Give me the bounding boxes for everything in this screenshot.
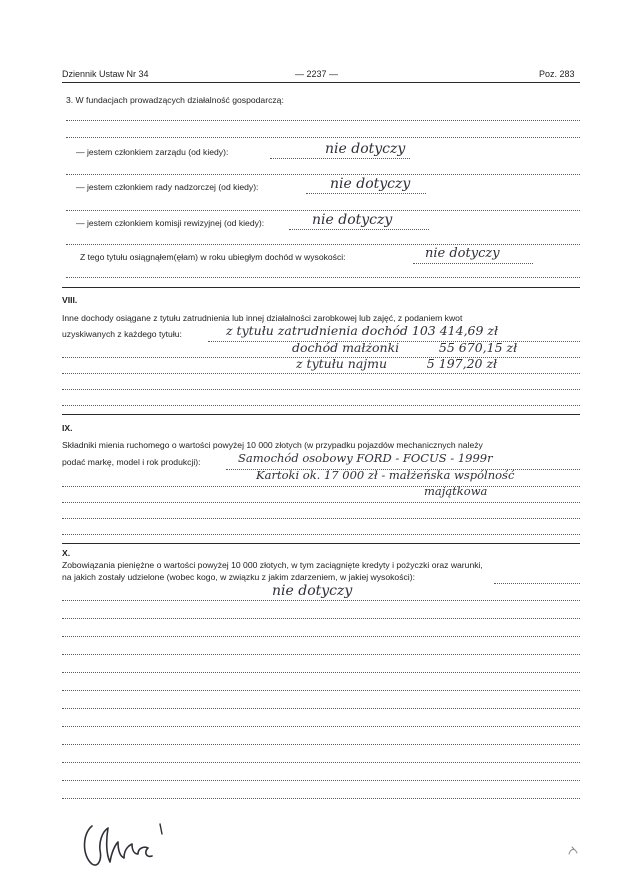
section-8-text-2: uzyskiwanych z każdego tytułu: (62, 329, 182, 339)
board-label: — jestem członkiem zarządu (od kiedy): (76, 147, 229, 157)
income-value: nie dotyczy (425, 246, 500, 261)
section-9-text-1: Składniki mienia ruchomego o wartości powyżej 10 000 złotych (w przypadku pojazdów mechanicznych należy (62, 440, 483, 450)
position-number: Poz. 283 (539, 69, 575, 79)
blank-line (62, 780, 580, 781)
board-value: nie dotyczy (325, 141, 406, 157)
blank-line (62, 726, 580, 727)
blank-line (62, 744, 580, 745)
section-8-text-1: Inne dochody osiągane z tytułu zatrudnienia lub innej działalności zarobkowej lub zajęć, z podaniem kwot (62, 313, 463, 323)
fill-line (62, 486, 580, 487)
blank-line (62, 518, 580, 519)
audit-label: — jestem członkiem komisji rewizyjnej (od kiedy): (76, 218, 265, 228)
signature (78, 820, 168, 872)
fill-line (413, 263, 533, 264)
supervisory-value: nie dotyczy (330, 176, 411, 192)
blank-line (66, 174, 580, 175)
blank-line (62, 654, 580, 655)
section-8-number: VIII. (62, 295, 78, 305)
section-10-text-1: Zobowiązania pieniężne o wartości powyżej 10 000 złotych, w tym zaciągnięte kredyty i pożyczki oraz warunki, (62, 560, 483, 570)
blank-line (62, 762, 580, 763)
income-entry-2: dochód małżonki 55 670,15 zł (292, 340, 518, 355)
blank-line (62, 405, 580, 406)
journal-title: Dziennik Ustaw Nr 34 (62, 69, 149, 79)
blank-line (62, 798, 580, 799)
income-entry-1: z tytułu zatrudnienia dochód 103 414,69 zł (226, 323, 499, 338)
fill-line (270, 158, 410, 159)
foundations-heading: 3. W fundacjach prowadzących działalność gospodarczą: (66, 95, 284, 105)
section-rule (62, 287, 580, 288)
blank-line (62, 618, 580, 619)
blank-line (66, 244, 580, 245)
supervisory-label: — jestem członkiem rady nadzorczej (od kiedy): (76, 182, 259, 192)
blank-line (62, 708, 580, 709)
header-rule (62, 82, 580, 83)
blank-line (62, 389, 580, 390)
property-entry-3: majątkowa (424, 484, 488, 498)
blank-line (62, 636, 580, 637)
fill-line (306, 193, 426, 194)
blank-line (66, 120, 580, 121)
income-entry-3: z tytułu najmu 5 197,20 zł (296, 356, 498, 371)
page-number: — 2237 — (295, 69, 339, 79)
corner-mark-icon (566, 844, 580, 858)
fill-line (62, 502, 580, 503)
blank-line (66, 210, 580, 211)
section-9-text-2: podać markę, model i rok produkcji): (62, 457, 201, 467)
fill-line (289, 229, 429, 230)
section-rule (62, 414, 580, 415)
property-entry-1: Samochód osobowy FORD - FOCUS - 1999r (238, 451, 493, 465)
fill-line (62, 373, 580, 374)
fill-line (62, 600, 580, 601)
blank-line (66, 137, 580, 138)
property-entry-2: Kartoki ok. 17 000 zł - małżeńska wspólność (256, 468, 515, 482)
section-9-number: IX. (62, 423, 73, 433)
blank-line (66, 277, 580, 278)
fill-line (494, 583, 580, 584)
liabilities-entry: nie dotyczy (272, 583, 353, 599)
section-rule (62, 543, 580, 544)
income-label: Z tego tytułu osiągnąłem(ęłam) w roku ubiegłym dochód w wysokości: (80, 252, 346, 262)
blank-line (62, 534, 580, 535)
blank-line (62, 672, 580, 673)
section-10-text-2: na jakich zostały udzielone (wobec kogo, w związku z jakim zdarzeniem, w jakiej wysokości): (62, 572, 415, 582)
audit-value: nie dotyczy (312, 212, 393, 228)
section-10-number: X. (62, 548, 71, 558)
blank-line (62, 690, 580, 691)
